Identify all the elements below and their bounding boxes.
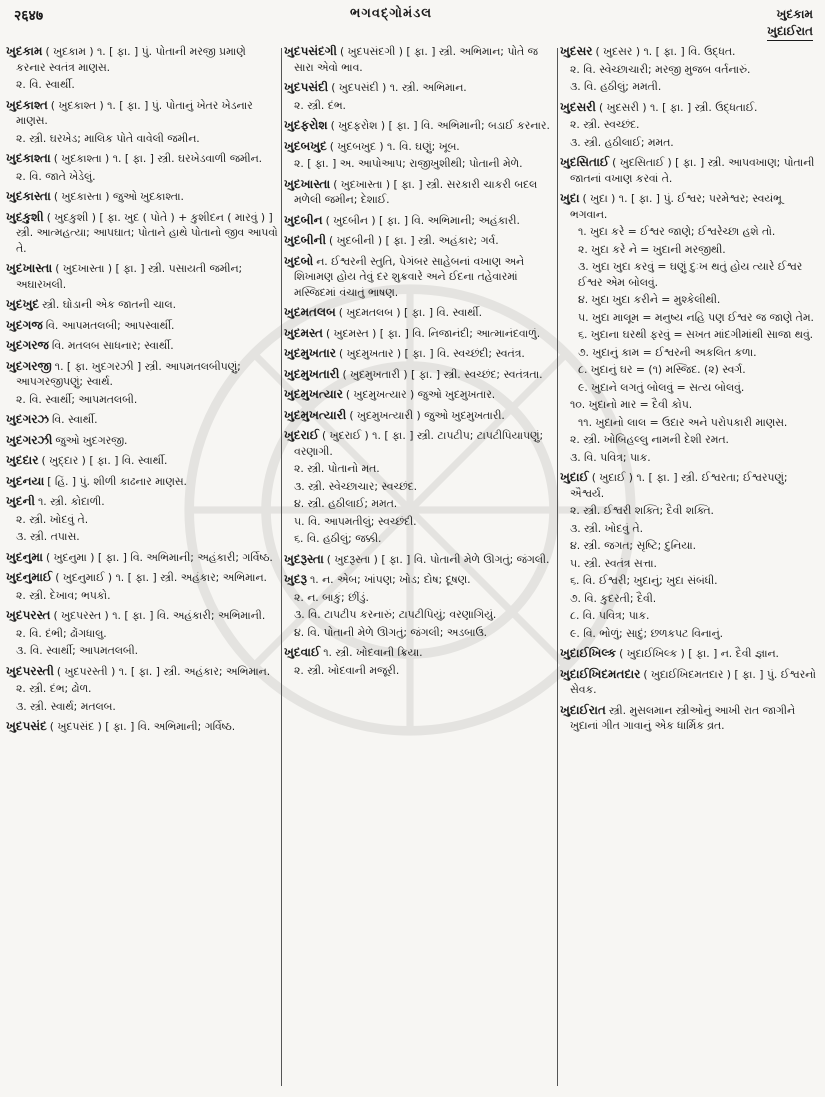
- dictionary-entry: [284, 367, 554, 383]
- dictionary-entry: [6, 664, 278, 715]
- definition: સ્ત્રી. ઘોડાની એક જાતની ચાલ.: [42, 298, 177, 311]
- dictionary-entry: [6, 494, 278, 545]
- definition: જુઓ ખુદગરજી.: [55, 433, 128, 447]
- headword: ખુદમતલબ: [284, 305, 336, 319]
- sense: ૩. વિ. સ્વાર્થી; આપમતલબી.: [16, 644, 139, 657]
- definition: ( ખુદબીની ) [ ફા. ] સ્ત્રી. અહંકાર; ગર્વ.: [329, 234, 499, 247]
- sense: ૫. વિ. આપમતીલું; સ્વચ્છંદી.: [294, 514, 417, 528]
- headword: ખુદમુખતારી: [284, 366, 340, 381]
- sense: ૭. ખુદાનું કામ = ઈશ્વરની અકલિત કળા.: [578, 345, 757, 359]
- dictionary-entry: [284, 305, 554, 321]
- dictionary-entry: [6, 98, 278, 147]
- sense: ૯. ખુદાને લગતું બોલવું = સત્ય બોલવું.: [578, 380, 745, 394]
- sense: ૫. સ્ત્રી. સ્વતંત્ર સત્તા.: [570, 556, 657, 570]
- dictionary-entry: [284, 645, 554, 678]
- definition: વિ. મતલબ સાધનાર; સ્વાર્થી.: [51, 339, 174, 352]
- definition: ( ખુદાઈ ) ૧. [ ફા. ] સ્ત્રી. ઈશ્વરતા; ઈશ્વરપણું; ઐશ્વર્ય.: [570, 471, 788, 500]
- headword: ખુદસરી: [560, 99, 596, 114]
- dictionary-entry: [284, 572, 554, 640]
- definition: ( ખુદપસંદગી ) [ ફા. ] સ્ત્રી. અભિમાન; પોતે જ સારા એવો ભાવ.: [294, 45, 538, 74]
- dictionary-entry: [6, 550, 278, 566]
- dictionary-entry: [284, 233, 554, 249]
- headword: ખુદપસંદી: [284, 80, 329, 94]
- dictionary-entry: [560, 667, 818, 698]
- headword: ખુદપરસ્ત: [6, 608, 51, 622]
- definition: [ હિં. ] પું. શીળી કાઢનાર માણસ.: [47, 474, 187, 488]
- dictionary-entry: [6, 359, 278, 408]
- definition: ( ખુદનુમા ) [ ફા. ] વિ. અભિમાની; અહંકારી; ગર્વિષ્ઠ.: [45, 550, 273, 564]
- sense: ૩. વિ. હઠીલું; મમતી.: [570, 80, 662, 93]
- sense: ૫. ખુદા માલૂમ = મનુષ્ય નહિ પણ ઈશ્વર જ જાણે તેમ.: [578, 310, 814, 324]
- definition: ( ખુદફરોશ ) [ ફા. ] વિ. અભિમાની; બડાઈ કરનાર.: [330, 119, 550, 132]
- dictionary-entry: [6, 297, 278, 313]
- sense: ૬. વિ. હઠીલું; જક્કી.: [294, 532, 382, 545]
- headword: ખુદકાશ્ત: [6, 97, 48, 112]
- headword: ખુદકુશી: [6, 209, 44, 224]
- sense: ૨. સ્ત્રી. ઈશ્વરી શક્તિ; દૈવી શક્તિ.: [570, 504, 714, 517]
- sense: ૨. વિ. દંભી; ઢોંગધાલુ.: [16, 626, 107, 640]
- definition: ( ખુદસિતાઈ ) [ ફા. ] સ્ત્રી. આપવખાણ; પોતાની જાતનાં વખાણ કરવાં તે.: [570, 156, 815, 185]
- sense: ૨. સ્ત્રી. ખોબિહલ્લુ નામની દેશી રમત.: [570, 433, 729, 446]
- headword: ખુદા: [560, 191, 580, 205]
- sense: ૯. વિ. ભોળું; સાદું; છળકપટ વિનાનું.: [570, 626, 724, 640]
- guide-word-first: ખુદકામ: [776, 7, 813, 21]
- sense: ૩. સ્ત્રી. સ્વાર્થ; મતલબ.: [16, 699, 116, 713]
- headword: ખુદગરજી: [6, 358, 52, 373]
- sense: ૨. વિ. સ્વેચ્છાચારી; મરજી મુજબ વર્તનારું.: [570, 62, 751, 76]
- definition: ( ખુદકાસ્તા ) જુઓ ખુદકાશ્તા.: [53, 190, 184, 203]
- guide-word-last: ખુદાઈરાત: [767, 23, 813, 41]
- definition: વિ. સ્વાર્થી.: [51, 413, 98, 426]
- dictionary-entry: [6, 570, 278, 603]
- page-number: २६४७: [14, 8, 44, 24]
- sense: ૪. ખુદા ખુદા કરીને = મુશ્કેલીથી.: [578, 293, 721, 306]
- headword: ખુદાઈખિદમતદાર: [560, 666, 641, 681]
- definition: ( ખુદાઈખિલ્ક ) [ ફા. ] ન. દૈવી જ્ઞાન.: [619, 647, 779, 660]
- sense: ૩. ખુદા ખુદા કરવું = ઘણું દુઃખ થતું હોય ત્યારે ઈશ્વર ઈશ્વર એમ બોલવું.: [578, 260, 803, 289]
- headword: ખુદગરજ: [6, 338, 49, 352]
- dictionary-entry: [560, 100, 818, 151]
- sense: ૨. સ્ત્રી. પોતાનો મત.: [294, 462, 380, 475]
- sense: ૪. વિ. પોતાની મેળે ઊગતું; જંગલી; અડબાઉ.: [294, 625, 488, 639]
- dictionary-entry: [6, 338, 278, 354]
- definition: ( ખુદકુશી ) [ ફા. ખુદ ( પોતે ) + કુશીદન ( મારવું ) ] સ્ત્રી. આત્મહત્યા; આપઘાત; પોતાને હાથે પોતાનો જીવ આપવો તે.: [16, 210, 278, 255]
- sense: ૪. સ્ત્રી. હઠીલાઈ; મમત.: [294, 497, 398, 510]
- headword: ખુદદાર: [6, 453, 39, 467]
- definition: ( ખુદ્દાર ) [ ફા. ] વિ. સ્વાર્થી.: [41, 454, 168, 467]
- sense: ૨. સ્ત્રી. દંભ; ઢોળ.: [16, 682, 92, 695]
- headword: ખુદવાઈ: [284, 645, 321, 659]
- dictionary-entry: [560, 470, 818, 641]
- headword: ખુદનુમાઈ: [6, 570, 53, 584]
- definition: ( ખુદમુખતારી ) [ ફા. ] સ્ત્રી. સ્વચ્છંદ; સ્વતંત્રતા.: [342, 367, 543, 381]
- dictionary-entry: [560, 646, 818, 662]
- column-middle: [284, 44, 554, 1090]
- sense: ૨. સ્ત્રી. ખોદવું તે.: [16, 512, 89, 526]
- dictionary-entry: [6, 151, 278, 184]
- sense: ૨. વિ. જાતે ખેડેલું.: [16, 169, 96, 183]
- headword: ખુદમુખત્યાર: [284, 387, 343, 401]
- dictionary-entry: [6, 474, 278, 490]
- headword: ખુદગરઝ: [6, 412, 49, 426]
- column-left: [6, 44, 278, 1090]
- definition: ( ખુદરાઈ ) ૧. [ ફા. ] સ્ત્રી. ટાપટીપ; ટાપટીપિયાપણું; વરણાગી.: [294, 429, 544, 458]
- headword: ખુદકામ: [6, 44, 43, 58]
- dictionary-entry: [6, 261, 278, 292]
- definition: ( ખુદાઈખિદમતદાર ) [ ફા. ] પું. ઈશ્વરનો સેવક.: [570, 667, 816, 696]
- sense: ૨. ન. બાકું; છીંડું.: [294, 590, 369, 604]
- headword: ખુદકાશ્તા: [6, 151, 51, 165]
- definition: ( ખુદમુખત્યાર ) જુઓ ખુદમુખતાર.: [345, 388, 496, 401]
- headword: ખુદરાઈ: [284, 428, 319, 442]
- headword: ખુદબીન: [284, 212, 323, 227]
- definition: ( ખુદમતલબ ) [ ફા. ] વિ. સ્વાર્થી.: [338, 306, 483, 319]
- sense: ૩. સ્ત્રી. તપાસ.: [16, 530, 80, 543]
- headword: ખુદખાસ્તા: [284, 176, 331, 191]
- sense: ૨. [ ફા. ] અ. આપોઆપ; રાજીખુશીથી; પોતાની મેળે.: [294, 157, 523, 170]
- dictionary-entry: [6, 608, 278, 659]
- sense: ૬. વિ. ઈશ્વરી; ખુદાનું; ખુદા સંબંધી.: [570, 574, 718, 587]
- definition: ૧. સ્ત્રી. કોદાળી.: [37, 495, 105, 508]
- dictionary-entry: [284, 213, 554, 229]
- headword: ખુદનયા: [6, 473, 45, 488]
- dictionary-entry: [284, 139, 554, 172]
- sense: ૮. વિ. પવિત્ર; પાક.: [570, 609, 650, 622]
- dictionary-entry: [284, 326, 554, 342]
- dictionary-entry: [284, 346, 554, 362]
- definition: ૧. ન. એબ; ખાંપણ; ખોડ; દોષ; દૂષણ.: [309, 573, 471, 586]
- dictionary-entry: [284, 254, 554, 301]
- headword: ખુદબખુદ: [284, 138, 327, 153]
- definition: ( ખુદબખુદ ) ૧. વિ. ઘણું; ખૂબ.: [329, 139, 460, 153]
- sense: ૧. ખુદા કરે = ઈશ્વર જાણે; ઈશ્વરેચ્છા હશે તો.: [578, 225, 776, 238]
- sense: ૨. વિ. સ્વાર્થી; આપમતલબી.: [16, 392, 138, 406]
- definition: ( ખુદપરસ્તી ) ૧. [ ફા. ] સ્ત્રી. અહંકાર; અભિમાન.: [56, 664, 271, 678]
- dictionary-entry: [284, 80, 554, 113]
- dictionary-entry: [284, 118, 554, 134]
- sense: ૩. વિ. પવિત્ર; પાક.: [570, 450, 651, 464]
- definition: ( ખુદનુમાઈ ) ૧. [ ફા. ] સ્ત્રી. અહંકાર; અભિમાન.: [55, 571, 267, 584]
- column-right: [560, 44, 818, 1090]
- column-rule: [281, 48, 282, 1086]
- dictionary-columns: [6, 44, 818, 1090]
- sense: ૨. સ્ત્રી. ઘરખેડ; માલિક પોતે વાવેલી જમીન.: [16, 131, 200, 145]
- headword: ખુદખાસ્તા: [6, 261, 53, 275]
- sense: ૨. સ્ત્રી. ખોદવાની મજૂરી.: [294, 663, 400, 677]
- headword: ખુદપસંદ: [6, 719, 47, 733]
- definition: ( ખુદખાસ્તા ) [ ફા. ] સ્ત્રી. પસાયતી જમીન; અઘારખલી.: [16, 262, 243, 291]
- headword: ખુદમુખત્યારી: [284, 407, 347, 422]
- headword: ખુદસિતાઈ: [560, 155, 610, 169]
- dictionary-entry: [6, 318, 278, 334]
- sense: ૨. સ્ત્રી. સ્વચ્છંદ.: [570, 118, 640, 131]
- sense: ૩. સ્ત્રી. સ્વેચ્છાચાર; સ્વચ્છંદ.: [294, 479, 418, 493]
- sense: ૧૧. ખુદાનો લાલ = ઉદાર અને પરોપકારી માણસ.: [578, 415, 788, 429]
- sense: ૨. સ્ત્રી. દંભ.: [294, 98, 346, 112]
- headword: ખુદગજ: [6, 317, 43, 332]
- dictionary-entry: [284, 552, 554, 568]
- definition: ( ખુદમુખત્યારી ) જુઓ ખુદમુખતારી.: [349, 408, 505, 422]
- dictionary-entry: [560, 44, 818, 95]
- definition: ૧. સ્ત્રી. ખોદવાની ક્રિયા.: [323, 646, 423, 659]
- page-header: [0, 0, 825, 44]
- guide-words: [767, 6, 813, 41]
- headword: ખુદપસંદગી: [284, 44, 337, 58]
- definition: ( ખુદા ) ૧. [ ફા. ] પું. ઈશ્વર; પરમેશ્વર; સ્વયંભૂ ભગવાન.: [570, 192, 782, 221]
- headword: ખુદાઈરાત: [560, 702, 606, 717]
- headword: ખુદરૂસ્તા: [284, 551, 324, 566]
- definition: ( ખુદકામ ) ૧. [ ફા. ] પું. પોતાની મરજી પ્રમાણે કરનાર સ્વતંત્ર માણસ.: [16, 45, 246, 74]
- headword: ખુદની: [6, 494, 35, 508]
- definition: ૧. [ ફા. ખુદગરઝી ] સ્ત્રી. આપમતલબીપણું; આપગરજીપણું; સ્વાર્થ.: [16, 359, 241, 388]
- sense: ૩. સ્ત્રી. હઠીલાઈ; મમત.: [570, 135, 674, 149]
- column-rule: [557, 48, 558, 1086]
- dictionary-entry: [284, 44, 554, 75]
- headword: ખુદકાસ્તા: [6, 189, 51, 203]
- headword: ખુદનુમા: [6, 549, 43, 564]
- definition: ( ખુદકાશ્તા ) ૧. [ ફા. ] સ્ત્રી. ઘરખેડવાળી જમીન.: [53, 152, 263, 165]
- dictionary-entry: [6, 210, 278, 257]
- headword: ખુદમુખતાર: [284, 346, 337, 360]
- definition: ( ખુદમુખતાર ) [ ફા. ] વિ. સ્વચ્છંદી; સ્વતંત્ર.: [339, 347, 525, 360]
- headword: ખુદફરોશ: [284, 118, 328, 132]
- dictionary-entry: [284, 387, 554, 403]
- definition: ( ખુદપરસ્ત ) ૧. [ ફા. ] વિ. અહંકારી; અભિમાની.: [53, 609, 266, 622]
- dictionary-entry: [6, 719, 278, 735]
- headword: ખુદસર: [560, 44, 593, 58]
- sense: ૧૦. ખુદાનો માર = દૈવી કોપ.: [570, 398, 693, 411]
- sense: ૭. વિ. કુદરતી; દૈવી.: [570, 591, 657, 605]
- headword: ખુદબીની: [284, 233, 327, 247]
- dictionary-entry: [560, 191, 818, 465]
- headword: ખુદરૂ: [284, 572, 307, 586]
- headword: ખુદપરસ્તી: [6, 663, 54, 678]
- sense: ૩. વિ. ટાપટીપ કરનારું; ટાપટીપિયું; વરણાગિયું.: [294, 608, 497, 621]
- headword: ખુદબો: [284, 253, 314, 268]
- running-title: ભગવદ્ગોમંડલ: [350, 6, 433, 21]
- definition: ( ખુદબીન ) [ ફા. ] વિ. અભિમાની; અહંકારી.: [325, 213, 520, 227]
- dictionary-entry: [284, 408, 554, 424]
- sense: ૩. સ્ત્રી. ખોદવું તે.: [570, 521, 643, 535]
- sense: ૨. વિ. સ્વાર્થી.: [16, 78, 75, 91]
- headword: ખુદગરઝી: [6, 432, 53, 447]
- dictionary-entry: [284, 177, 554, 208]
- definition: ( ખુદપસંદ ) [ ફા. ] વિ. અભિમાની; ગર્વિષ્ઠ.: [49, 720, 236, 733]
- dictionary-entry: [560, 703, 818, 734]
- sense: ૨. સ્ત્રી. દેખાવ; ભપકો.: [16, 588, 111, 602]
- definition: ( ખુદરૂસ્તા ) [ ફા. ] વિ. પોતાની મેળે ઊગતું; જંગલી.: [326, 552, 550, 566]
- headword: ખુદમસ્ત: [284, 325, 323, 340]
- sense: ૬. ખુદાના ઘરથી ફરવું = સખત માંદગીમાંથી સાજા થવું.: [578, 328, 814, 341]
- dictionary-entry: [6, 44, 278, 93]
- headword: ખુદાઈ: [560, 470, 589, 484]
- sense: ૨. ખુદા કરે ને = ખુદાની મરજીથી.: [578, 242, 726, 256]
- definition: વિ. આપમતલબી; આપસ્વાર્થી.: [45, 318, 175, 332]
- dictionary-entry: [6, 453, 278, 469]
- definition: ( ખુદપસંદી ) ૧. સ્ત્રી. અભિમાન.: [331, 81, 467, 94]
- definition: ( ખુદખાસ્તા ) [ ફા. ] સ્ત્રી. સરકારી ચાકરી બદલ મળેલી જમીન; દેશાઈ.: [294, 177, 538, 206]
- dictionary-entry: [6, 433, 278, 449]
- definition: ( ખુદકાશ્ત ) ૧. [ ફા. ] પું. પોતાનું ખેતર ખેડનાર માણસ.: [16, 98, 253, 127]
- headword: ખુદખુદ: [6, 297, 40, 311]
- sense: ૪. સ્ત્રી. જગત; સૃષ્ટિ; દુનિયા.: [570, 539, 697, 552]
- dictionary-entry: [6, 412, 278, 428]
- definition: ( ખુદમસ્ત ) [ ફા. ] વિ. નિજાનંદી; આત્માનંદવાળું.: [325, 326, 541, 340]
- sense: ૮. ખુદાનું ઘર = (૧) મસ્જિદ. (૨) સ્વર્ગ.: [578, 363, 746, 376]
- definition: ( ખુદસરી ) ૧. [ ફા. ] સ્ત્રી. ઉદ્ધતાઈ.: [598, 100, 758, 114]
- definition: ( ખુદસર ) ૧. [ ફા. ] વિ. ઉદ્ધત.: [595, 45, 736, 58]
- dictionary-entry: [560, 155, 818, 186]
- dictionary-entry: [6, 189, 278, 205]
- headword: ખુદાઈખિલ્ક: [560, 646, 617, 660]
- dictionary-entry: [284, 428, 554, 547]
- definition: સ્ત્રી. મુસલમાન સ્ત્રીઓનું આખી રાત જાગીને ખુદાનાં ગીત ગાવાનું એક ધાર્મિક વ્રત.: [570, 703, 795, 732]
- definition: ન. ઈશ્વરની સ્તુતિ, પેગંબર સાહેબનાં વખાણ અને શિખામણ હોય તેવું દર શુક્રવારે અને ઈદના તહેવારમાં મસ્જિદમાં વંચાતું ભાષણ.: [294, 254, 525, 299]
